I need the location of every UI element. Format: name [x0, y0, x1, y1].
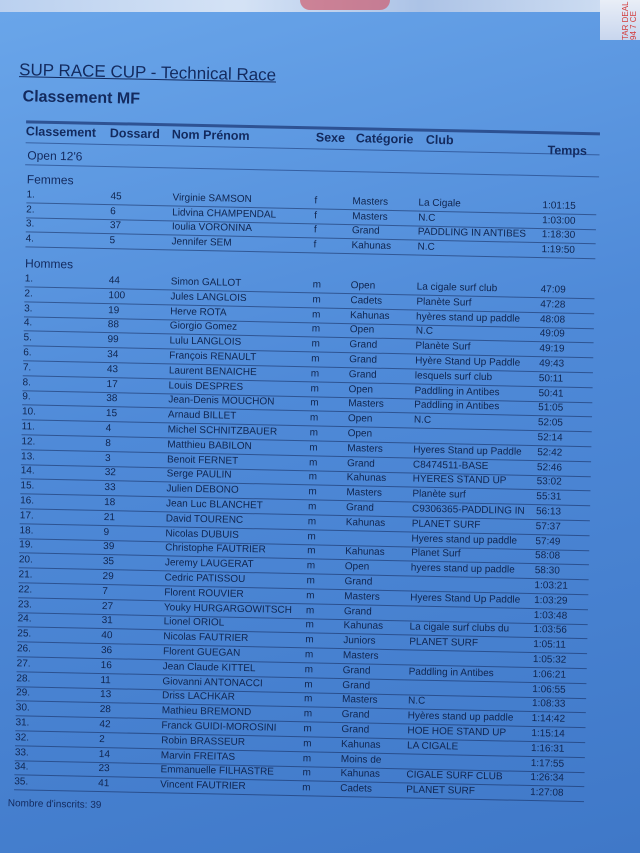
- section-men: Hommes: [24, 256, 74, 272]
- cell-name: David TOURENC: [165, 513, 244, 526]
- cell-sex: m: [302, 767, 311, 779]
- cell-rank: 9.: [22, 391, 31, 403]
- cell-sex: m: [302, 752, 312, 765]
- cell-club: Hyeres Stand up Paddle: [413, 444, 522, 458]
- cell-category: Moins de: [340, 753, 382, 766]
- cell-time: 1:15:14: [531, 728, 565, 740]
- cell-sex: m: [308, 456, 318, 469]
- cell-club: N.C: [407, 695, 426, 708]
- cell-time: 1:18:30: [541, 229, 576, 242]
- cell-rank: 15.: [20, 480, 35, 492]
- cell-sex: m: [304, 664, 314, 676]
- page-title: SUP RACE CUP - Technical Race: [18, 60, 277, 85]
- cell-rank: 32.: [15, 732, 30, 744]
- cell-bib: 41: [98, 778, 110, 790]
- cell-bib: 5: [109, 234, 116, 247]
- cell-sex: f: [313, 239, 317, 251]
- cell-time: 51:05: [538, 402, 564, 415]
- cell-category: Grand: [351, 225, 380, 237]
- cell-bib: 8: [105, 437, 112, 449]
- cell-category: Open: [344, 561, 370, 573]
- cell-sex: m: [303, 693, 313, 705]
- cell-bib: 36: [100, 645, 113, 657]
- cell-bib: 100: [108, 289, 126, 302]
- cell-sex: m: [305, 619, 315, 631]
- cell-sex: m: [309, 412, 319, 424]
- cell-name: Ioulia VORONINA: [171, 221, 253, 235]
- header-rank: Classement: [25, 124, 97, 140]
- cell-club: Paddling in Antibes: [414, 385, 500, 398]
- cell-category: Kahunas: [340, 738, 381, 751]
- cell-bib: 32: [104, 467, 116, 479]
- cell-name: Matthieu BABILON: [167, 439, 252, 452]
- cell-bib: 34: [107, 349, 119, 361]
- cell-club: PLANET SURF: [411, 518, 481, 531]
- cell-sex: m: [311, 308, 321, 321]
- cell-sex: m: [302, 782, 311, 794]
- cell-rank: 26.: [16, 643, 32, 655]
- cell-rank: 11.: [21, 421, 35, 433]
- cell-name: Julien DEBONO: [166, 483, 239, 497]
- cell-sex: m: [309, 427, 319, 439]
- cell-name: Florent ROUVIER: [164, 587, 244, 600]
- header-name: Nom Prénom: [171, 127, 250, 143]
- cell-rank: 1.: [26, 189, 36, 201]
- cell-rank: 30.: [15, 702, 30, 714]
- cell-rank: 1.: [24, 273, 34, 285]
- section-women: Femmes: [26, 172, 74, 188]
- cell-club: Hyères stand up paddle: [407, 710, 514, 724]
- cell-bib: 28: [99, 704, 112, 716]
- section-open-rule: [25, 164, 599, 177]
- cell-name: Arnaud BILLET: [167, 409, 237, 422]
- cell-club: Planet Surf: [411, 547, 461, 560]
- cell-rank: 27.: [16, 658, 31, 670]
- cell-name: Nicolas FAUTRIER: [163, 631, 249, 645]
- cell-time: 1:27:08: [530, 787, 564, 799]
- cell-category: Grand: [348, 368, 377, 381]
- cell-name: Lidvina CHAMPENDAL: [172, 206, 277, 221]
- cell-time: 52:42: [537, 446, 563, 459]
- cell-club: C9306365-PADDLING IN: [411, 503, 525, 517]
- cell-name: Vincent FAUTRIER: [160, 779, 246, 793]
- cell-rank: 28.: [16, 672, 31, 685]
- cell-name: Florent GUEGAN: [162, 646, 241, 659]
- cell-time: 58:08: [534, 550, 561, 562]
- cell-time: 1:05:32: [532, 654, 567, 666]
- cell-name: Franck GUIDI-MOROSINI: [161, 720, 277, 734]
- cell-rank: 20.: [18, 554, 33, 566]
- cell-name: Herve ROTA: [170, 305, 227, 319]
- cell-category: Grand: [342, 664, 371, 677]
- cell-club: PLANET SURF: [406, 784, 476, 798]
- cell-rank: 4.: [25, 233, 35, 245]
- cell-category: Grand: [342, 679, 371, 692]
- cell-bib: 23: [98, 763, 110, 775]
- cell-time: 48:08: [539, 313, 566, 326]
- cell-category: Masters: [342, 650, 379, 662]
- cell-category: Masters: [348, 398, 384, 411]
- cell-time: 50:11: [538, 372, 564, 385]
- cell-bib: 4: [105, 423, 112, 435]
- cell-bib: 40: [101, 630, 113, 642]
- cell-bib: 45: [110, 191, 122, 203]
- cell-club: Paddling in Antibes: [408, 666, 494, 680]
- cell-time: 1:05:11: [533, 639, 566, 651]
- cell-time: 1:14:42: [531, 713, 566, 725]
- cell-category: Open: [347, 413, 373, 425]
- cell-sex: m: [306, 575, 315, 587]
- cell-time: 1:17:55: [530, 757, 565, 770]
- cell-name: Louis DESPRES: [168, 379, 244, 393]
- cell-time: 52:46: [536, 461, 563, 474]
- cell-club: Planète surf: [412, 488, 466, 501]
- cell-time: 55:31: [536, 491, 562, 503]
- cell-rank: 24.: [17, 613, 32, 625]
- results-sheet: [0, 30, 624, 833]
- cell-name: Robin BRASSEUR: [161, 735, 246, 748]
- cell-sex: m: [304, 649, 314, 661]
- cell-sex: m: [311, 353, 320, 365]
- cell-sex: m: [305, 604, 315, 617]
- header-club: Club: [425, 132, 454, 148]
- page-subtitle: Classement MF: [22, 88, 141, 108]
- cell-sex: f: [313, 224, 317, 236]
- cell-rank: 13.: [20, 450, 36, 463]
- section-open: Open 12'6: [27, 148, 83, 164]
- registrants-count: Nombre d'inscrits: 39: [7, 798, 102, 812]
- cell-category: Grand: [344, 576, 373, 588]
- cell-sex: m: [309, 442, 318, 454]
- cell-rank: 7.: [22, 362, 32, 374]
- cell-bib: 99: [107, 334, 119, 346]
- cell-rank: 2.: [24, 288, 33, 300]
- header-time: Temps: [547, 143, 588, 159]
- cell-bib: 9: [103, 526, 110, 538]
- cell-sex: m: [310, 368, 320, 380]
- cell-bib: 2: [99, 733, 105, 745]
- cell-club: N.C: [417, 241, 435, 253]
- cell-time: 52:05: [537, 417, 564, 429]
- cell-sex: m: [304, 678, 313, 691]
- cell-category: Kahunas: [345, 516, 386, 529]
- cell-sex: m: [306, 590, 315, 602]
- cell-club: PADDLING IN ANTIBES: [417, 226, 527, 240]
- cell-category: Masters: [352, 210, 388, 223]
- cell-time: 1:03:00: [542, 214, 576, 227]
- cell-sex: m: [312, 294, 321, 306]
- cell-name: Mathieu BREMOND: [161, 705, 252, 719]
- cell-rank: 5.: [23, 332, 33, 344]
- cell-rank: 21.: [18, 569, 33, 581]
- cell-club: La Cigale: [418, 197, 461, 210]
- cell-bib: 33: [104, 482, 116, 494]
- cell-category: Open: [347, 428, 373, 440]
- cell-name: Serge PAULIN: [166, 468, 232, 482]
- cell-category: Juniors: [343, 635, 376, 647]
- cell-bib: 42: [99, 718, 111, 731]
- cell-rank: 25.: [17, 628, 32, 640]
- cell-name: Giovanni ANTONACCI: [162, 675, 263, 689]
- cell-club: La cigale surf clubs du: [409, 621, 510, 635]
- cell-category: Masters: [347, 442, 383, 455]
- cell-category: Open: [349, 324, 375, 337]
- cell-category: Grand: [341, 709, 370, 721]
- cell-rank: 19.: [19, 539, 34, 551]
- cell-bib: 17: [106, 378, 118, 390]
- header-sex: Sexe: [315, 130, 346, 145]
- cell-rank: 23.: [17, 598, 32, 611]
- cell-sex: m: [306, 560, 316, 572]
- cell-bib: 27: [101, 600, 114, 612]
- cell-time: 1:16:31: [530, 742, 565, 755]
- cell-time: 53:02: [536, 476, 562, 489]
- cell-rank: 33.: [14, 746, 29, 759]
- cell-name: Lionel ORIOL: [163, 616, 225, 629]
- cell-club: Planète Surf: [415, 340, 471, 353]
- cell-sex: m: [305, 634, 314, 646]
- cell-club: CIGALE SURF CLUB: [406, 769, 503, 783]
- cell-name: François RENAULT: [169, 350, 257, 364]
- cell-time: 1:03:29: [534, 594, 568, 607]
- cell-bib: 14: [98, 748, 111, 760]
- cell-sex: m: [308, 471, 318, 483]
- cell-name: Driss LACHKAR: [161, 690, 235, 704]
- cell-name: Laurent BENAICHE: [168, 365, 257, 378]
- cell-name: Michel SCHNITZBAUER: [167, 424, 278, 438]
- cell-category: Kahunas: [349, 309, 390, 322]
- cell-rank: 12.: [21, 436, 36, 448]
- cell-time: 57:37: [535, 520, 561, 533]
- cell-rank: 2.: [26, 203, 35, 216]
- cell-club: Hyeres stand up paddle: [411, 533, 518, 547]
- cell-name: Giorgio Gomez: [169, 320, 238, 334]
- cell-time: 47:28: [540, 298, 566, 311]
- cell-name: Virginie SAMSON: [172, 192, 252, 206]
- cell-name: Jean-Denis MOUCHON: [168, 394, 275, 408]
- cell-time: 1:08:33: [531, 698, 566, 711]
- cell-sex: m: [311, 338, 320, 350]
- cell-club: La cigale surf club: [416, 281, 498, 295]
- cell-bib: 13: [99, 689, 112, 701]
- cell-sex: m: [303, 723, 312, 735]
- cell-time: 58:30: [534, 565, 560, 577]
- cell-category: Kahunas: [346, 472, 387, 485]
- cell-bib: 11: [100, 674, 111, 686]
- cell-sex: m: [308, 486, 317, 498]
- cell-time: 52:14: [537, 432, 563, 444]
- cell-rank: 18.: [19, 524, 34, 537]
- cell-bib: 15: [105, 408, 118, 420]
- cell-bib: 21: [103, 511, 116, 524]
- cell-name: Marvin FREITAS: [160, 749, 236, 763]
- header-bib: Dossard: [109, 126, 161, 142]
- cell-category: Grand: [346, 457, 375, 470]
- cell-rank: 31.: [15, 717, 30, 729]
- cell-rank: 8.: [22, 376, 32, 389]
- cell-name: Lulu LANGLOIS: [169, 335, 242, 349]
- cell-category: Open: [350, 280, 376, 292]
- corner-text: TAR DEAL 94 7 CE: [621, 1, 638, 40]
- cell-bib: 38: [106, 393, 118, 405]
- cell-name: Cedric PATISSOU: [164, 572, 246, 586]
- cell-rank: 10.: [21, 406, 37, 418]
- cell-rank: 34.: [14, 761, 29, 773]
- cell-sex: m: [310, 382, 320, 395]
- cell-category: Masters: [344, 590, 380, 603]
- cell-bib: 44: [108, 275, 121, 287]
- cell-name: Christophe FAUTRIER: [165, 542, 266, 556]
- cell-sex: m: [310, 397, 319, 409]
- cell-rank: 22.: [18, 584, 33, 596]
- cell-club: hyères stand up paddle: [415, 311, 521, 325]
- cell-club: N.C: [413, 414, 432, 427]
- cell-time: 50:41: [538, 387, 564, 400]
- cell-club: HYERES STAND UP: [412, 473, 507, 487]
- header-category: Catégorie: [355, 131, 414, 147]
- cell-club: PLANET SURF: [409, 636, 479, 650]
- cell-club: LA CIGALE: [406, 740, 459, 753]
- cell-time: 1:26:34: [530, 772, 564, 785]
- cell-rank: 3.: [25, 218, 35, 230]
- cell-bib: 18: [104, 497, 116, 509]
- cell-category: Grand: [341, 724, 370, 736]
- cell-name: Jean Claude KITTEL: [162, 661, 256, 675]
- cell-club: C8474511-BASE: [412, 459, 489, 472]
- cell-category: Cadets: [340, 783, 372, 795]
- cell-category: Grand: [349, 339, 378, 351]
- top-decoration: [300, 0, 390, 10]
- cell-name: Simon GALLOT: [170, 276, 242, 289]
- cell-rank: 29.: [15, 687, 31, 699]
- cell-name: Emmanuelle FILHASTRE: [160, 764, 274, 779]
- cell-name: Jean Luc BLANCHET: [165, 498, 263, 512]
- cell-category: Masters: [352, 196, 389, 208]
- cell-category: Masters: [341, 694, 378, 707]
- cell-club: HOE HOE STAND UP: [407, 725, 507, 739]
- cell-bib: 88: [107, 319, 120, 331]
- cell-club: Hyère Stand Up Paddle: [415, 355, 521, 369]
- cell-time: 57:49: [535, 535, 561, 548]
- cell-sex: m: [307, 530, 316, 543]
- cell-sex: m: [307, 501, 317, 513]
- cell-time: 1:01:15: [542, 200, 576, 212]
- cell-rank: 16.: [20, 495, 35, 507]
- cell-category: Cadets: [350, 294, 383, 307]
- cell-sex: m: [311, 323, 321, 335]
- cell-name: Jules LANGLOIS: [170, 291, 247, 304]
- cell-category: Kahunas: [340, 768, 381, 781]
- cell-time: 47:09: [540, 284, 566, 296]
- cell-bib: 16: [100, 659, 112, 672]
- cell-rank: 6.: [23, 347, 32, 359]
- cell-time: 49:19: [539, 343, 565, 355]
- cell-category: Grand: [349, 354, 378, 366]
- cell-rank: 4.: [23, 317, 33, 329]
- cell-time: 49:43: [539, 358, 565, 370]
- cell-time: 1:19:50: [541, 243, 576, 256]
- cell-time: 49:09: [539, 328, 565, 341]
- cell-time: 1:03:56: [533, 624, 568, 637]
- corner-poster: [600, 0, 640, 40]
- cell-time: 1:03:21: [534, 580, 568, 592]
- cell-sex: m: [307, 516, 317, 528]
- cell-club: Paddling in Antibes: [414, 399, 500, 413]
- cell-category: Kahunas: [343, 620, 384, 633]
- cell-category: Kahunas: [345, 546, 385, 559]
- header-bottom-rule: [26, 142, 600, 155]
- cell-bib: 37: [109, 220, 122, 232]
- cell-bib: 19: [108, 304, 120, 316]
- cell-sex: m: [312, 279, 322, 291]
- cell-bib: 6: [110, 205, 116, 217]
- cell-rank: 17.: [19, 510, 34, 522]
- cell-club: hyeres stand up paddle: [410, 562, 515, 576]
- cell-club: N.C: [418, 212, 436, 224]
- cell-name: Youky HURGARGOWITSCH: [163, 601, 293, 616]
- cell-category: Open: [348, 383, 374, 396]
- cell-time: 56:13: [535, 506, 562, 518]
- cell-club: Hyeres Stand Up Paddle: [410, 592, 521, 606]
- cell-category: Grand: [345, 502, 374, 514]
- cell-sex: m: [307, 545, 316, 557]
- cell-bib: 29: [102, 571, 114, 583]
- cell-club: Planète Surf: [416, 296, 472, 309]
- cell-club: N.C: [415, 325, 434, 338]
- cell-sex: m: [303, 708, 313, 720]
- cell-name: Jeremy LAUGERAT: [164, 557, 254, 571]
- cell-bib: 3: [104, 452, 111, 464]
- cell-club: lesquels surf club: [414, 370, 493, 383]
- cell-name: Nicolas DUBUIS: [165, 527, 239, 541]
- cell-bib: 43: [106, 363, 119, 376]
- cell-bib: 7: [102, 585, 108, 597]
- cell-category: Masters: [346, 487, 383, 500]
- cell-bib: 39: [103, 541, 115, 553]
- cell-rank: 3.: [24, 302, 33, 315]
- cell-time: 1:03:48: [533, 609, 568, 622]
- cell-time: 1:06:21: [532, 668, 567, 681]
- cell-rank: 35.: [14, 776, 29, 788]
- cell-bib: 35: [102, 556, 115, 568]
- cell-time: 1:06:55: [532, 683, 566, 696]
- cell-name: Jennifer SEM: [171, 236, 232, 249]
- cell-sex: f: [314, 209, 318, 222]
- cell-sex: m: [303, 738, 312, 750]
- cell-bib: 31: [101, 615, 113, 627]
- cell-rank: 14.: [20, 465, 35, 477]
- cell-name: Benoit FERNET: [166, 453, 239, 467]
- cell-category: Grand: [343, 605, 372, 618]
- cell-category: Kahunas: [351, 239, 392, 252]
- cell-sex: f: [314, 195, 318, 207]
